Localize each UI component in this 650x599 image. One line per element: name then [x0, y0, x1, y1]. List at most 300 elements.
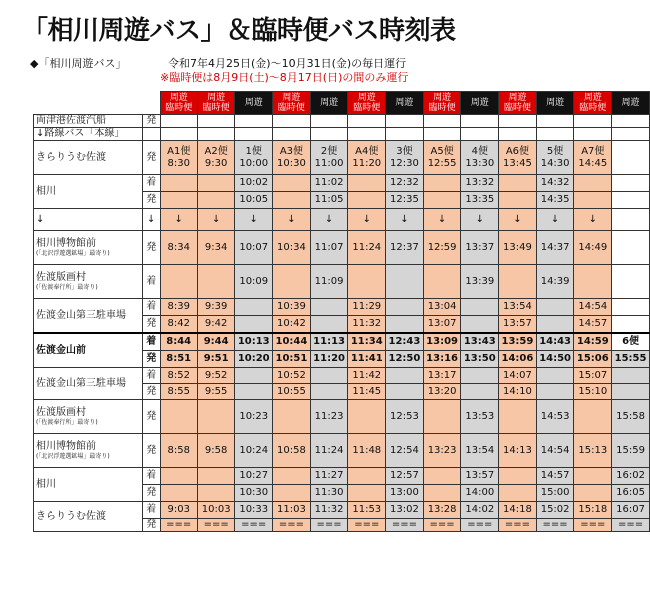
time-cell [197, 192, 235, 209]
time-cell [536, 368, 574, 384]
time-cell [574, 400, 612, 434]
time-cell [423, 192, 461, 209]
column-header: 周遊 [536, 92, 574, 115]
time-cell: ↓ [386, 209, 424, 231]
time-cell [348, 468, 386, 485]
time-cell [612, 175, 650, 192]
time-cell: 11:32 [348, 316, 386, 334]
arrive-depart-label [142, 128, 160, 141]
time-cell: 15:13 [574, 434, 612, 468]
timetable-row [34, 128, 650, 141]
station-name: ↓路線バス「本線」 [34, 128, 143, 141]
time-cell [612, 115, 650, 128]
time-cell [612, 209, 650, 231]
time-cell [160, 400, 197, 434]
time-cell: 10:44 [273, 333, 311, 351]
header-blank [34, 92, 161, 115]
time-cell [160, 175, 197, 192]
time-cell: 13:16 [423, 351, 461, 368]
time-cell: 11:32 [310, 502, 348, 519]
time-cell [386, 265, 424, 299]
time-cell: 15:07 [574, 368, 612, 384]
timetable [33, 91, 650, 532]
time-cell: 9:34 [197, 231, 235, 265]
time-cell: 14:54 [536, 434, 574, 468]
time-cell [536, 384, 574, 400]
time-cell: 14:18 [499, 502, 537, 519]
time-cell [386, 115, 424, 128]
time-cell: 14:57 [574, 316, 612, 334]
time-cell [348, 485, 386, 502]
time-cell [461, 384, 499, 400]
time-cell: 14:49 [574, 231, 612, 265]
arrive-depart-label: 着 [142, 368, 160, 384]
time-cell: 16:07 [612, 502, 650, 519]
time-cell: 15:58 [612, 400, 650, 434]
time-cell: 10:02 [235, 175, 273, 192]
station-name: 相川 [34, 468, 143, 502]
time-cell [461, 128, 499, 141]
time-cell: 10:58 [273, 434, 311, 468]
time-cell [536, 299, 574, 316]
time-cell [423, 128, 461, 141]
time-cell [499, 175, 537, 192]
time-cell [235, 115, 273, 128]
time-cell: 13:00 [386, 485, 424, 502]
time-cell: 14:50 [536, 351, 574, 368]
time-cell [273, 115, 311, 128]
station-name: 佐渡金山第三駐車場 [34, 299, 143, 334]
time-cell: 14:06 [499, 351, 537, 368]
time-cell [574, 128, 612, 141]
time-cell [423, 175, 461, 192]
time-cell: 14:10 [499, 384, 537, 400]
time-cell: 10:52 [273, 368, 311, 384]
time-cell: 11:53 [348, 502, 386, 519]
time-cell: 13:57 [461, 468, 499, 485]
station-note: (「佐渡奉行所」最寄り) [36, 419, 98, 426]
arrive-depart-label: 発 [142, 192, 160, 209]
time-cell [612, 141, 650, 175]
time-cell [574, 175, 612, 192]
time-cell: 9:44 [197, 333, 235, 351]
time-cell [273, 468, 311, 485]
time-cell: 9:52 [197, 368, 235, 384]
time-cell [423, 485, 461, 502]
timetable-row [34, 333, 650, 351]
time-cell: 10:07 [235, 231, 273, 265]
time-cell [499, 265, 537, 299]
time-cell: 14:43 [536, 333, 574, 351]
time-cell [197, 265, 235, 299]
arrive-depart-label: 発 [142, 400, 160, 434]
time-cell [499, 115, 537, 128]
time-cell: ↓ [235, 209, 273, 231]
station-note: (「北沢浮遊選鉱場」最寄り) [36, 250, 110, 257]
operating-period: 令和7年4月25日(金)～10月31日(金)の毎日運行 [168, 57, 407, 70]
column-header: 周遊 臨時便 [197, 92, 235, 115]
column-header: 周遊 臨時便 [348, 92, 386, 115]
time-cell: 11:48 [348, 434, 386, 468]
time-cell: 12:57 [386, 468, 424, 485]
time-cell [348, 400, 386, 434]
time-cell: 14:54 [574, 299, 612, 316]
time-cell: 14:32 [536, 175, 574, 192]
time-cell: A4便 11:20 [348, 141, 386, 175]
time-cell [197, 128, 235, 141]
time-cell [310, 299, 348, 316]
time-cell [461, 299, 499, 316]
time-cell: ↓ [197, 209, 235, 231]
time-cell: 13:39 [461, 265, 499, 299]
time-cell: === [574, 519, 612, 532]
time-cell: 6便 [612, 333, 650, 351]
time-cell: 8:55 [160, 384, 197, 400]
time-cell: 11:30 [310, 485, 348, 502]
time-cell [612, 128, 650, 141]
time-cell: 14:02 [461, 502, 499, 519]
time-cell [612, 231, 650, 265]
time-cell: ↓ [273, 209, 311, 231]
time-cell [348, 128, 386, 141]
time-cell: 13:35 [461, 192, 499, 209]
arrive-depart-label: 着 [142, 333, 160, 351]
time-cell: 13:02 [386, 502, 424, 519]
time-cell [273, 400, 311, 434]
time-cell: A7便 14:45 [574, 141, 612, 175]
time-cell: 12:37 [386, 231, 424, 265]
time-cell [499, 192, 537, 209]
time-cell: 8:52 [160, 368, 197, 384]
time-cell: 14:57 [536, 468, 574, 485]
time-cell [160, 485, 197, 502]
station-name: 相川 [34, 175, 143, 209]
time-cell [423, 265, 461, 299]
time-cell: === [197, 519, 235, 532]
time-cell [461, 115, 499, 128]
time-cell: 13:17 [423, 368, 461, 384]
time-cell: 15:00 [536, 485, 574, 502]
time-cell [574, 485, 612, 502]
time-cell: 10:51 [273, 351, 311, 368]
time-cell [574, 265, 612, 299]
time-cell [348, 265, 386, 299]
time-cell [197, 485, 235, 502]
time-cell: 5便 14:30 [536, 141, 574, 175]
time-cell [536, 316, 574, 334]
time-cell [273, 192, 311, 209]
time-cell [499, 468, 537, 485]
time-cell: 8:44 [160, 333, 197, 351]
time-cell: 11:34 [348, 333, 386, 351]
time-cell: === [235, 519, 273, 532]
time-cell: 10:24 [235, 434, 273, 468]
time-cell: 9:55 [197, 384, 235, 400]
time-cell: ↓ [160, 209, 197, 231]
time-cell: A2便 9:30 [197, 141, 235, 175]
time-cell [160, 115, 197, 128]
time-cell: 13:28 [423, 502, 461, 519]
column-header: 周遊 臨時便 [273, 92, 311, 115]
time-cell: 11:20 [310, 351, 348, 368]
column-header: 周遊 臨時便 [423, 92, 461, 115]
time-cell [499, 128, 537, 141]
time-cell: ↓ [310, 209, 348, 231]
time-cell [310, 316, 348, 334]
header-row [34, 92, 650, 115]
time-cell: 14:07 [499, 368, 537, 384]
time-cell: 14:59 [574, 333, 612, 351]
timetable-row [34, 115, 650, 128]
time-cell [612, 384, 650, 400]
time-cell [197, 115, 235, 128]
time-cell: 14:35 [536, 192, 574, 209]
time-cell: 13:09 [423, 333, 461, 351]
column-header: 周遊 [461, 92, 499, 115]
time-cell: 8:34 [160, 231, 197, 265]
station-name: 佐渡金山前 [34, 333, 143, 368]
time-cell [348, 175, 386, 192]
time-cell: 13:53 [461, 400, 499, 434]
time-cell: === [273, 519, 311, 532]
time-cell: === [423, 519, 461, 532]
time-cell [461, 368, 499, 384]
time-cell [235, 316, 273, 334]
time-cell: 10:23 [235, 400, 273, 434]
time-cell: 8:51 [160, 351, 197, 368]
time-cell: ↓ [348, 209, 386, 231]
timetable-row [34, 368, 650, 384]
time-cell: 11:13 [310, 333, 348, 351]
station-name: 相川博物館前 (「北沢浮遊選鉱場」最寄り) [34, 231, 143, 265]
column-header: 周遊 臨時便 [499, 92, 537, 115]
station-name: 佐渡版画村 (「佐渡奉行所」最寄り) [34, 400, 143, 434]
time-cell: A1便 8:30 [160, 141, 197, 175]
time-cell: 11:03 [273, 502, 311, 519]
time-cell: 11:42 [348, 368, 386, 384]
station-name: ↓ [34, 209, 143, 231]
station-name: 両津港佐渡汽船 [34, 115, 143, 128]
temporary-service-note: ※臨時便は8月9日(土)～8月17日(日)の間のみ運行 [160, 71, 409, 84]
time-cell: === [348, 519, 386, 532]
time-cell: 13:37 [461, 231, 499, 265]
time-cell: 9:39 [197, 299, 235, 316]
time-cell [574, 468, 612, 485]
time-cell [310, 384, 348, 400]
time-cell [386, 128, 424, 141]
time-cell: 8:42 [160, 316, 197, 334]
timetable-row [34, 209, 650, 231]
time-cell: ↓ [536, 209, 574, 231]
time-cell [348, 192, 386, 209]
time-cell [273, 128, 311, 141]
arrive-depart-label: 発 [142, 384, 160, 400]
time-cell: 12:35 [386, 192, 424, 209]
time-cell: ↓ [499, 209, 537, 231]
arrive-depart-label: 着 [142, 502, 160, 519]
time-cell [160, 192, 197, 209]
time-cell: 15:10 [574, 384, 612, 400]
station-name: きらりうむ佐渡 [34, 502, 143, 532]
time-cell [386, 368, 424, 384]
arrive-depart-label: 発 [142, 141, 160, 175]
time-cell: 10:39 [273, 299, 311, 316]
time-cell: 11:24 [310, 434, 348, 468]
time-cell [536, 128, 574, 141]
column-header: 周遊 [386, 92, 424, 115]
time-cell: === [310, 519, 348, 532]
time-cell: ↓ [423, 209, 461, 231]
arrive-depart-label: ↓ [142, 209, 160, 231]
time-cell: 9:58 [197, 434, 235, 468]
arrive-depart-label: 着 [142, 265, 160, 299]
time-cell: 10:27 [235, 468, 273, 485]
time-cell [612, 265, 650, 299]
time-cell: 12:59 [423, 231, 461, 265]
time-cell: 13:04 [423, 299, 461, 316]
time-cell: 10:30 [235, 485, 273, 502]
time-cell: 14:39 [536, 265, 574, 299]
timetable-row [34, 141, 650, 175]
time-cell: 10:34 [273, 231, 311, 265]
arrive-depart-label: 発 [142, 519, 160, 532]
time-cell [423, 400, 461, 434]
time-cell: === [461, 519, 499, 532]
time-cell: 13:54 [499, 299, 537, 316]
time-cell: 11:05 [310, 192, 348, 209]
time-cell [536, 115, 574, 128]
time-cell: 11:45 [348, 384, 386, 400]
timetable-row [34, 231, 650, 265]
time-cell [612, 368, 650, 384]
time-cell [160, 468, 197, 485]
time-cell: 14:13 [499, 434, 537, 468]
arrive-depart-label: 発 [142, 115, 160, 128]
time-cell [574, 115, 612, 128]
time-cell: 11:29 [348, 299, 386, 316]
time-cell [235, 299, 273, 316]
time-cell [235, 128, 273, 141]
time-cell: 10:05 [235, 192, 273, 209]
time-cell: 1便 10:00 [235, 141, 273, 175]
timetable-row [34, 434, 650, 468]
time-cell: 15:02 [536, 502, 574, 519]
time-cell: 15:18 [574, 502, 612, 519]
time-cell: 4便 13:30 [461, 141, 499, 175]
time-cell: 14:00 [461, 485, 499, 502]
time-cell: A5便 12:55 [423, 141, 461, 175]
time-cell: 10:42 [273, 316, 311, 334]
time-cell: === [386, 519, 424, 532]
column-header: 周遊 臨時便 [574, 92, 612, 115]
time-cell [386, 384, 424, 400]
time-cell [612, 316, 650, 334]
time-cell [197, 400, 235, 434]
time-cell: 13:43 [461, 333, 499, 351]
time-cell [574, 192, 612, 209]
time-cell: 11:09 [310, 265, 348, 299]
arrive-depart-label: 発 [142, 351, 160, 368]
time-cell [310, 115, 348, 128]
route-label: ◆「相川周遊バス」 [30, 57, 127, 70]
time-cell: 13:57 [499, 316, 537, 334]
station-note: (「佐渡奉行所」最寄り) [36, 284, 98, 291]
time-cell [348, 115, 386, 128]
time-cell: A3便 10:30 [273, 141, 311, 175]
time-cell [273, 485, 311, 502]
arrive-depart-label: 発 [142, 485, 160, 502]
time-cell: 13:32 [461, 175, 499, 192]
arrive-depart-label: 着 [142, 468, 160, 485]
time-cell [273, 175, 311, 192]
station-name: 佐渡金山第三駐車場 [34, 368, 143, 400]
time-cell: 10:03 [197, 502, 235, 519]
time-cell: === [160, 519, 197, 532]
time-cell: 13:50 [461, 351, 499, 368]
time-cell: 16:05 [612, 485, 650, 502]
column-header: 周遊 [310, 92, 348, 115]
time-cell: 10:55 [273, 384, 311, 400]
time-cell [499, 485, 537, 502]
station-name: 佐渡版画村 (「佐渡奉行所」最寄り) [34, 265, 143, 299]
time-cell [612, 299, 650, 316]
column-header: 周遊 [235, 92, 273, 115]
timetable-row [34, 299, 650, 316]
time-cell: 12:54 [386, 434, 424, 468]
time-cell: 11:27 [310, 468, 348, 485]
column-header: 周遊 臨時便 [160, 92, 197, 115]
time-cell: 2便 11:00 [310, 141, 348, 175]
time-cell: 12:50 [386, 351, 424, 368]
time-cell [386, 299, 424, 316]
time-cell: 13:20 [423, 384, 461, 400]
time-cell [160, 265, 197, 299]
timetable-row [34, 502, 650, 519]
time-cell: 11:07 [310, 231, 348, 265]
time-cell: ↓ [461, 209, 499, 231]
arrive-depart-label: 発 [142, 434, 160, 468]
time-cell: 13:49 [499, 231, 537, 265]
time-cell [160, 128, 197, 141]
time-cell: === [499, 519, 537, 532]
time-cell: === [536, 519, 574, 532]
arrive-depart-label: 発 [142, 316, 160, 334]
time-cell: A6便 13:45 [499, 141, 537, 175]
time-cell: 11:41 [348, 351, 386, 368]
time-cell: 15:59 [612, 434, 650, 468]
timetable-row [34, 265, 650, 299]
time-cell: 3便 12:30 [386, 141, 424, 175]
time-cell: 9:51 [197, 351, 235, 368]
arrive-depart-label: 発 [142, 231, 160, 265]
time-cell: 13:59 [499, 333, 537, 351]
time-cell [423, 468, 461, 485]
time-cell [197, 175, 235, 192]
time-cell [310, 368, 348, 384]
time-cell: ↓ [574, 209, 612, 231]
time-cell [499, 400, 537, 434]
time-cell: 11:24 [348, 231, 386, 265]
time-cell: 8:58 [160, 434, 197, 468]
time-cell: 9:42 [197, 316, 235, 334]
timetable-row [34, 400, 650, 434]
station-note: (「北沢浮遊選鉱場」最寄り) [36, 453, 110, 460]
time-cell: 13:07 [423, 316, 461, 334]
station-name: 相川博物館前 (「北沢浮遊選鉱場」最寄り) [34, 434, 143, 468]
time-cell: 12:32 [386, 175, 424, 192]
time-cell [310, 128, 348, 141]
time-cell: 8:39 [160, 299, 197, 316]
